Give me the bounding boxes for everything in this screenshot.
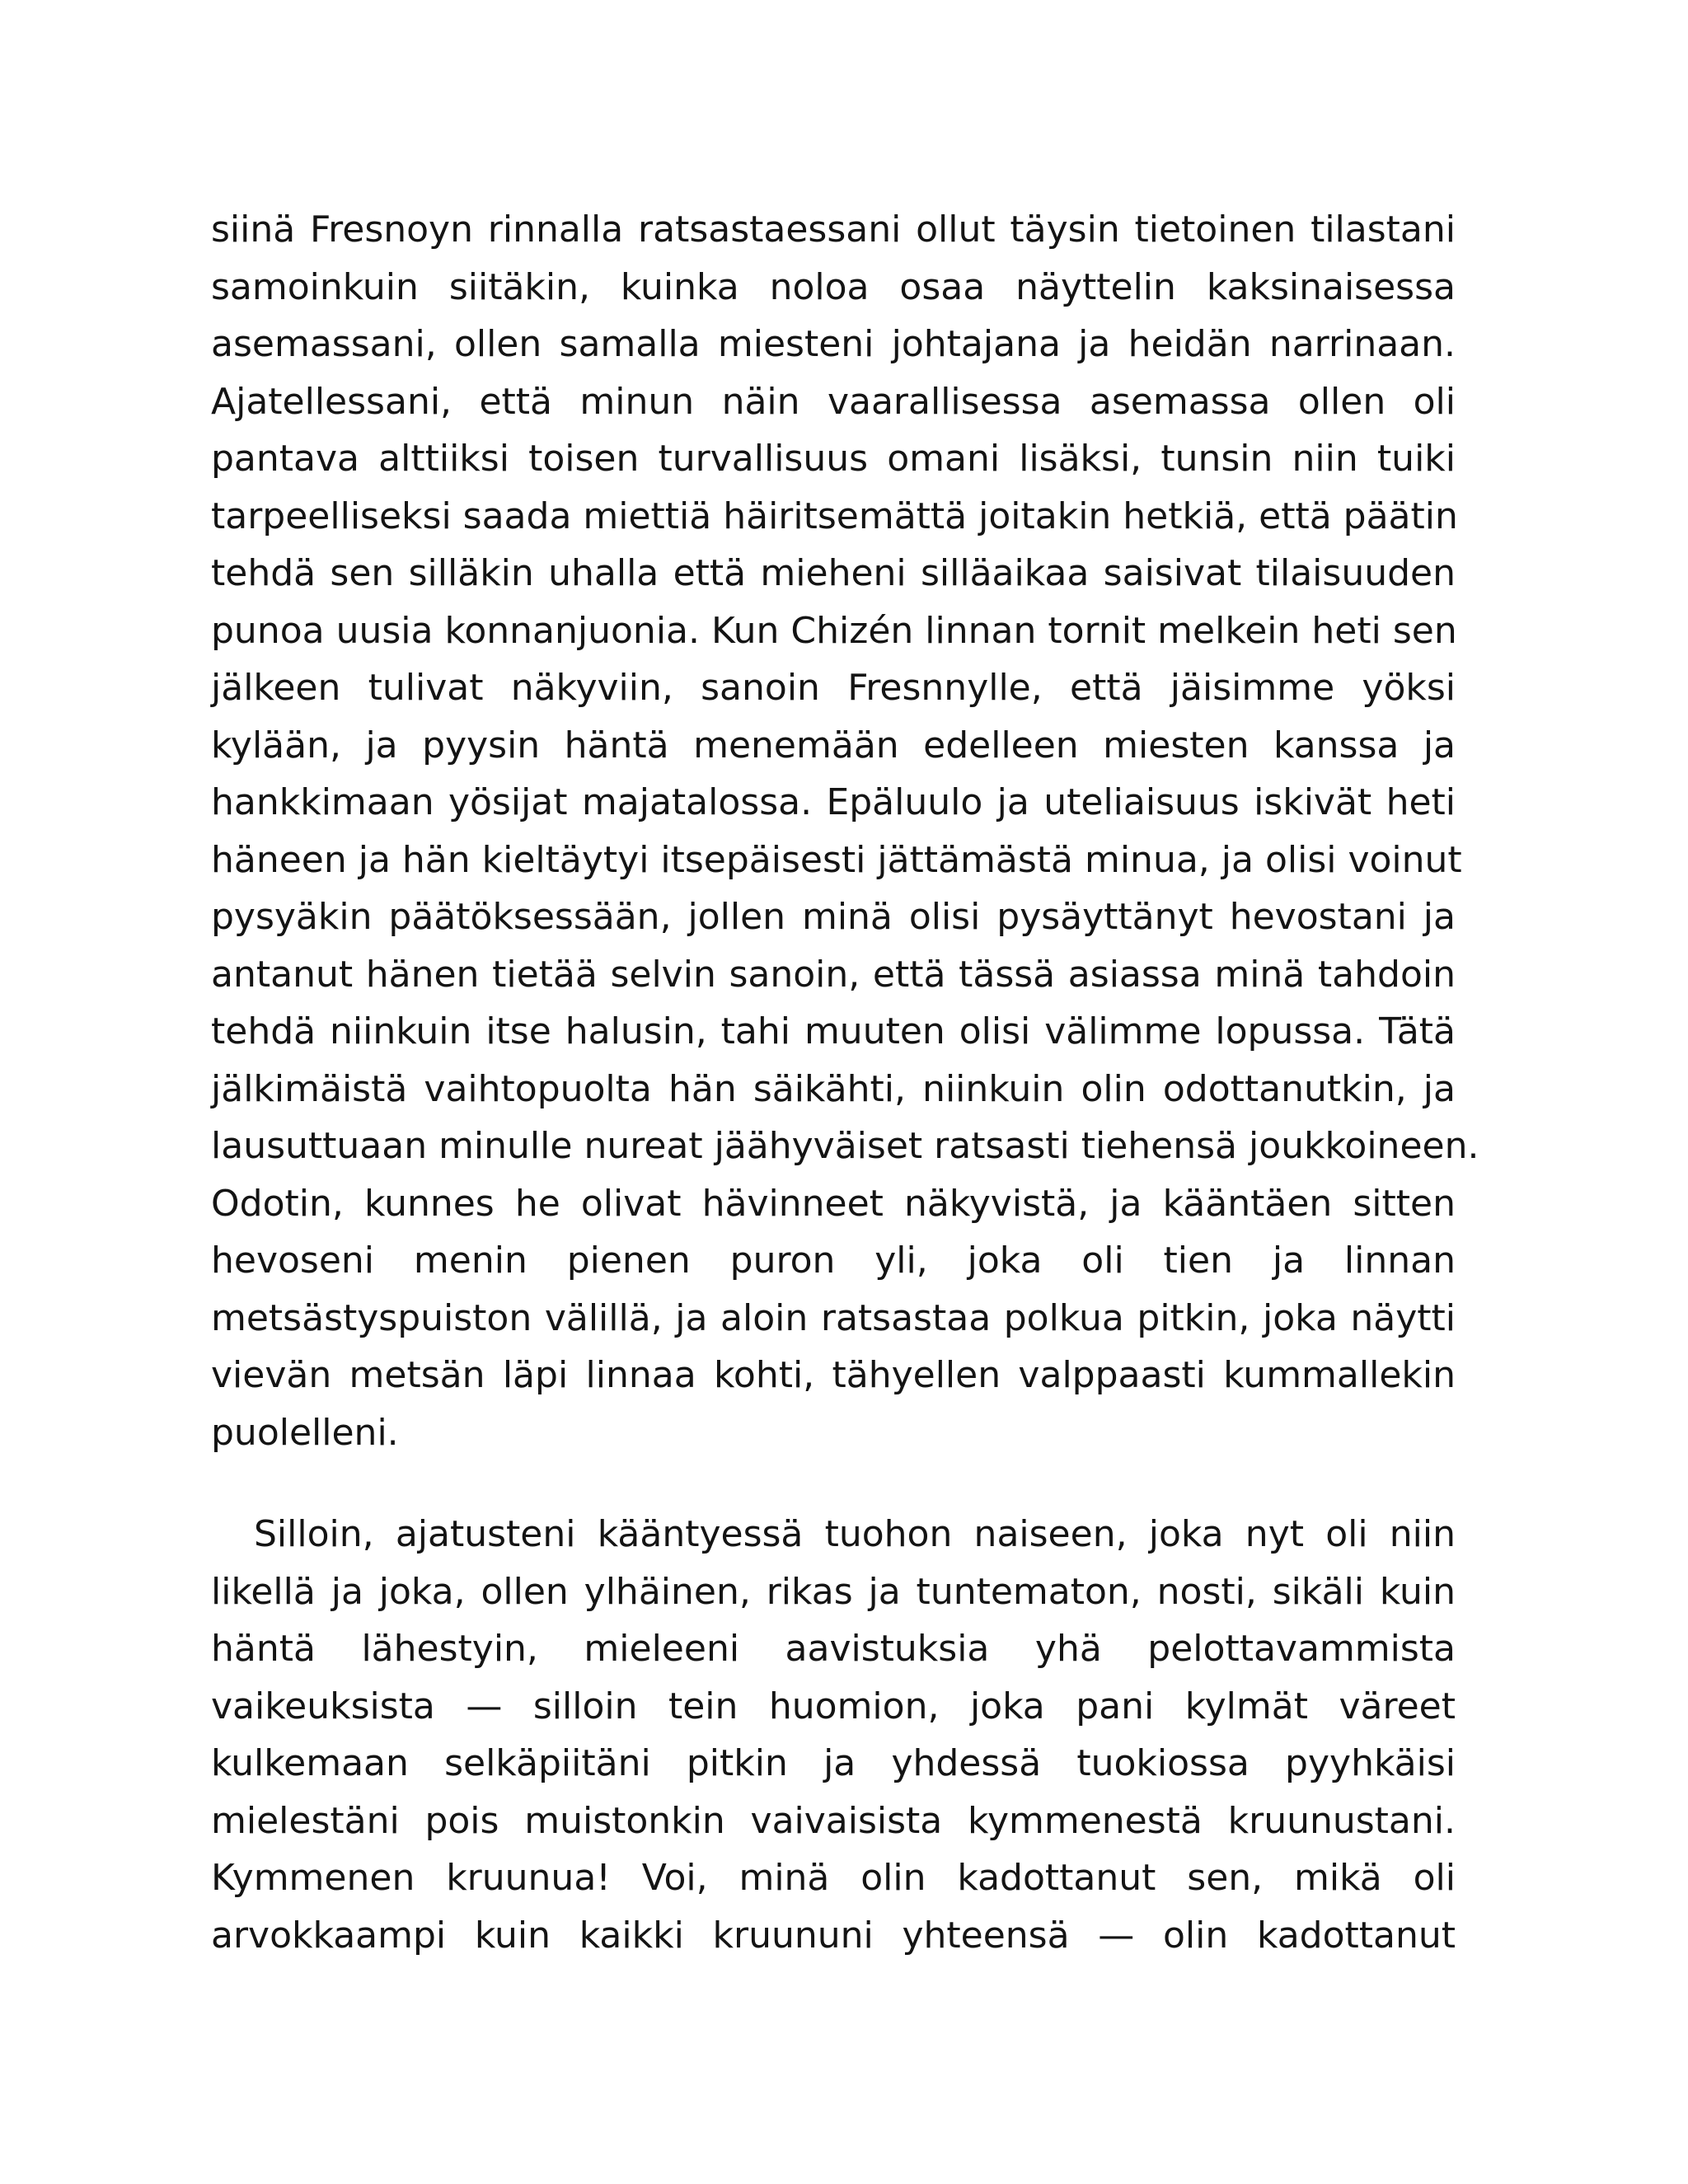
text-line: jälkeen tulivat näkyviin, sanoin Fresnnylle, että jäisimme yöksi bbox=[211, 667, 1456, 709]
text-line: tehdä sen silläkin uhalla että mieheni silläaikaa saisivat tilaisuuden bbox=[211, 552, 1456, 594]
text-line: Ajatellessani, että minun näin vaarallisessa asemassa ollen oli bbox=[211, 380, 1456, 423]
text-line: asemassani, ollen samalla miesteni johtajana ja heidän narrinaan. bbox=[211, 323, 1456, 365]
text-line: siinä Fresnoyn rinnalla ratsastaessani ollut täysin tietoinen tilastani bbox=[211, 209, 1456, 251]
text-line: pysyäkin päätöksessään, jollen minä olisi pysäyttänyt hevostani ja bbox=[211, 896, 1456, 938]
text-line: samoinkuin siitäkin, kuinka noloa osaa näyttelin kaksinaisessa bbox=[211, 265, 1456, 308]
text-line: hevoseni menin pienen puron yli, joka oli tien ja linnan bbox=[211, 1240, 1456, 1282]
text-line: vievän metsän läpi linnaa kohti, tähyellen valppaasti kummallekin bbox=[211, 1354, 1456, 1396]
text-line: puolelleni. bbox=[211, 1411, 399, 1454]
text-line: pantava alttiiksi toisen turvallisuus omani lisäksi, tunsin niin tuiki bbox=[211, 438, 1456, 480]
text-line: häntä lähestyin, mieleeni aavistuksia yhä pelottavammista bbox=[211, 1628, 1456, 1670]
text-line: tehdä niinkuin itse halusin, tahi muuten olisi välimme lopussa. Tätä bbox=[211, 1010, 1456, 1052]
text-line: lausuttuaan minulle nureat jäähyväiset ratsasti tiehensä joukkoineen. bbox=[211, 1125, 1479, 1167]
text-line: vaikeuksista — silloin tein huomion, joka pani kylmät väreet bbox=[211, 1685, 1456, 1727]
text-line: Silloin, ajatusteni kääntyessä tuohon naiseen, joka nyt oli niin bbox=[254, 1513, 1456, 1555]
text-line: punoa uusia konnanjuonia. Kun Chizén linnan tornit melkein heti sen bbox=[211, 609, 1457, 652]
text-line: metsästyspuiston välillä, ja aloin ratsastaa polkua pitkin, joka näytti bbox=[211, 1296, 1456, 1339]
text-line: tarpeelliseksi saada miettiä häiritsemättä joitakin hetkiä, että päätin bbox=[211, 494, 1458, 537]
text-line: arvokkaampi kuin kaikki kruununi yhteensä — olin kadottanut bbox=[211, 1914, 1456, 1957]
text-line: Kymmenen kruunua! Voi, minä olin kadottanut sen, mikä oli bbox=[211, 1857, 1456, 1899]
text-line: kylään, ja pyysin häntä menemään edelleen miesten kanssa ja bbox=[211, 724, 1456, 766]
paragraph-2 bbox=[211, 1506, 1456, 1964]
text-line: mielestäni pois muistonkin vaivaisista kymmenestä kruunustani. bbox=[211, 1799, 1456, 1842]
text-line: Odotin, kunnes he olivat hävinneet näkyvistä, ja kääntäen sitten bbox=[211, 1182, 1456, 1225]
text-line: kulkemaan selkäpiitäni pitkin ja yhdessä tuokiossa pyyhkäisi bbox=[211, 1742, 1456, 1784]
text-line: häneen ja hän kieltäytyi itsepäisesti jättämästä minua, ja olisi voinut bbox=[211, 838, 1462, 881]
text-line: likellä ja joka, ollen ylhäinen, rikas ja tuntematon, nosti, sikäli kuin bbox=[211, 1570, 1456, 1613]
text-line: jälkimäistä vaihtopuolta hän säikähti, niinkuin olin odottanutkin, ja bbox=[211, 1067, 1456, 1110]
text-line: hankkimaan yösijat majatalossa. Epäluulo ja uteliaisuus iskivät heti bbox=[211, 781, 1456, 823]
text-line: antanut hänen tietää selvin sanoin, että tässä asiassa minä tahdoin bbox=[211, 953, 1456, 996]
paragraph-1 bbox=[211, 201, 1479, 1461]
